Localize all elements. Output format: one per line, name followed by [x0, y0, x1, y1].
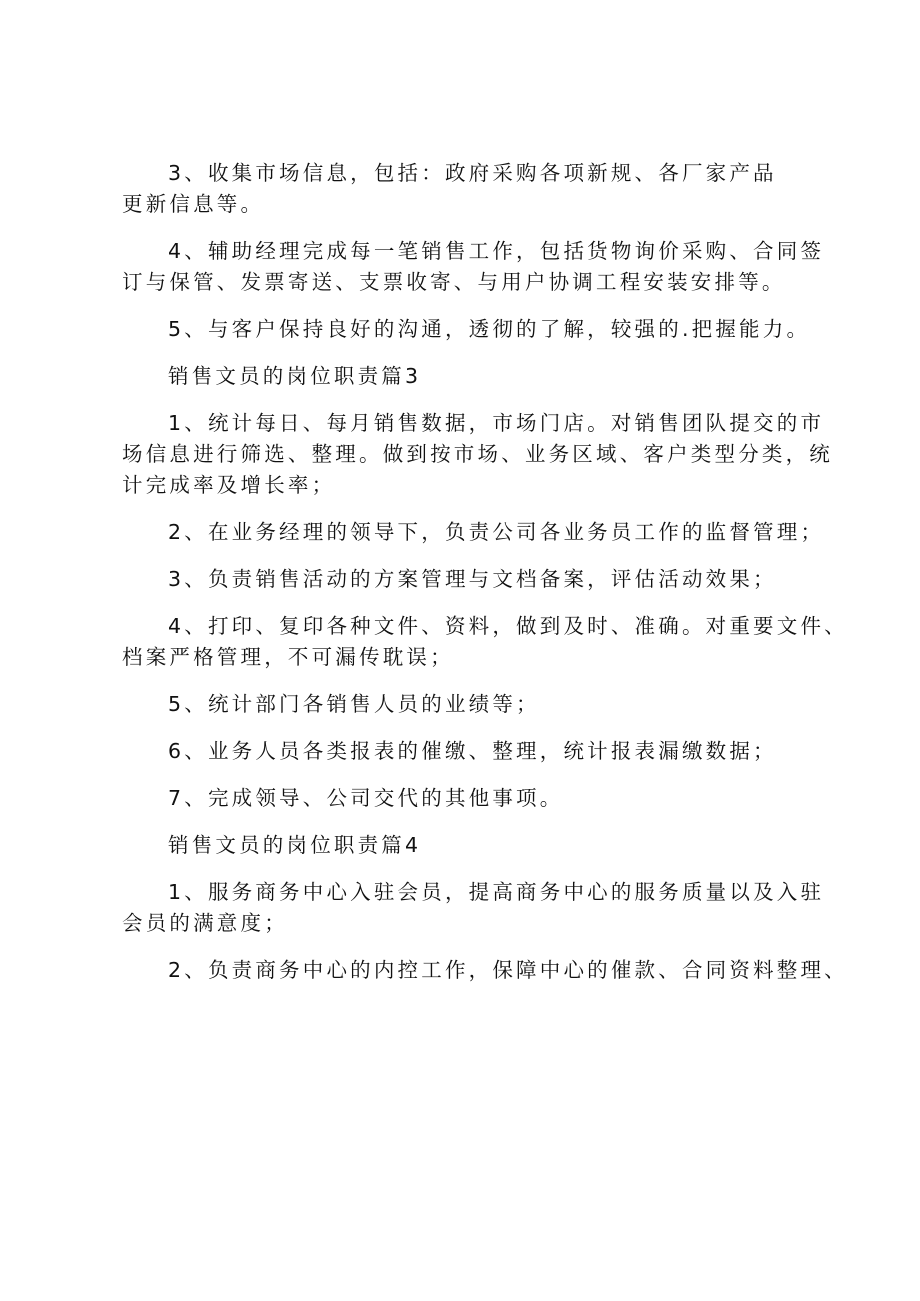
text-line: 2、负责商务中心的内控工作，保障中心的催款、合同资料整理、 [168, 958, 848, 982]
text-line: 会员的满意度； [122, 911, 288, 935]
text-line: 档案严格管理，不可漏传耽误； [122, 645, 454, 669]
text-line: 场信息进行筛选、整理。做到按市场、业务区域、客户类型分类，统 [122, 442, 833, 466]
text-line: 3、负责销售活动的方案管理与文档备案，评估活动效果； [168, 567, 777, 591]
text-line: 订与保管、发票寄送、支票收寄、与用户协调工程安装安排等。 [122, 270, 786, 294]
text-line: 7、完成领导、公司交代的其他事项。 [168, 786, 564, 810]
text-line: 5、统计部门各销售人员的业绩等； [168, 692, 540, 716]
paragraph-item-1-member-service [122, 877, 827, 939]
paragraph-item-4-printing [122, 611, 848, 673]
text-line: 3、收集市场信息，包括：政府采购各项新规、各厂家产品 [168, 161, 777, 185]
paragraph-item-4-assist-manager [122, 236, 827, 298]
text-line: 4、辅助经理完成每一笔销售工作，包括货物询价采购、合同签 [168, 239, 825, 263]
text-line: 1、统计每日、每月销售数据，市场门店。对销售团队提交的市 [168, 411, 825, 435]
paragraph-item-7-other-tasks [122, 783, 827, 814]
paragraph-item-3-collect-info [122, 158, 827, 220]
document-body [122, 158, 848, 1002]
paragraph-item-6-reports [122, 736, 827, 767]
section-heading-part-4: 销售文员的岗位职责篇4 [168, 833, 422, 857]
text-line: 计完成率及增长率； [122, 473, 336, 497]
text-line: 5、与客户保持良好的沟通，透彻的了解，较强的.把握能力。 [168, 317, 811, 341]
paragraph-item-5-communication [122, 314, 827, 345]
text-line: 1、服务商务中心入驻会员，提高商务中心的服务质量以及入驻 [168, 880, 825, 904]
text-line: 更新信息等。 [122, 192, 265, 216]
paragraph-item-2-internal-control [122, 955, 848, 986]
paragraph-item-2-supervision [122, 517, 827, 548]
text-line: 2、在业务经理的领导下，负责公司各业务员工作的监督管理； [168, 520, 825, 544]
paragraph-item-1-statistics [122, 408, 833, 501]
paragraph-item-5-performance [122, 689, 827, 720]
text-line: 4、打印、复印各种文件、资料，做到及时、准确。对重要文件、 [168, 614, 848, 638]
text-line: 6、业务人员各类报表的催缴、整理，统计报表漏缴数据； [168, 739, 777, 763]
section-heading-part-3: 销售文员的岗位职责篇3 [168, 364, 422, 388]
paragraph-item-3-activity-plan [122, 564, 827, 595]
